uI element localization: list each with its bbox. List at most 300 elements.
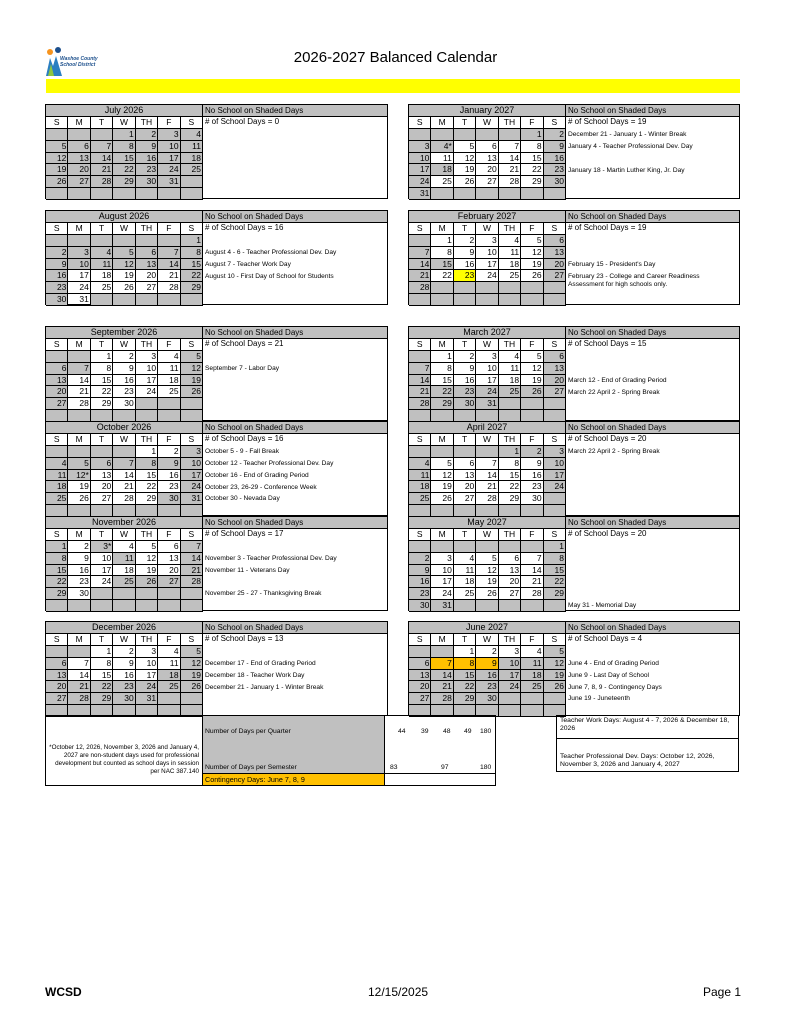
day-cell: 11: [409, 470, 431, 482]
day-cell: 3*: [91, 541, 113, 553]
day-cell: 6: [499, 553, 521, 565]
note-line: # of School Days = 19: [568, 222, 647, 232]
empty-cell: [499, 600, 521, 612]
day-cell: 1: [544, 541, 566, 553]
day-cell: 30: [544, 176, 566, 188]
empty-cell: [136, 398, 158, 410]
day-cell: 22: [181, 270, 203, 282]
day-cell: 27: [68, 176, 90, 188]
day-cell: 23: [113, 386, 135, 398]
empty-cell: [499, 541, 521, 553]
day-cell: 20: [136, 270, 158, 282]
day-cell: 17: [181, 470, 203, 482]
note-line: # of School Days = 21: [205, 338, 284, 348]
month-grid: [46, 105, 203, 200]
day-cell: 17: [544, 470, 566, 482]
notes-header: No School on Shaded Days: [566, 211, 739, 223]
day-cell: 19: [521, 375, 543, 387]
day-cell: 31: [68, 294, 90, 306]
day-cell: 12: [181, 658, 203, 670]
day-cell: 12: [431, 470, 453, 482]
weekday-header: S: [409, 339, 431, 351]
weekday-header: W: [476, 434, 498, 446]
weekday-header: W: [476, 529, 498, 541]
day-cell: 19: [431, 481, 453, 493]
day-cell: 22: [499, 481, 521, 493]
month-name: July 2026: [46, 105, 203, 117]
day-cell: 22: [91, 386, 113, 398]
note-line: January 18 - Martin Luther King, Jr. Day: [568, 166, 685, 174]
day-cell: 15: [136, 470, 158, 482]
empty-cell: [113, 446, 135, 458]
day-cell: 11: [499, 363, 521, 375]
weekday-header: S: [409, 117, 431, 129]
empty-cell: [91, 600, 113, 612]
weekday-header: M: [68, 339, 90, 351]
weekday-header: F: [158, 117, 180, 129]
day-cell: 16: [113, 375, 135, 387]
day-cell: 24: [136, 386, 158, 398]
day-cell: 28: [91, 176, 113, 188]
day-cell: 18: [499, 375, 521, 387]
day-cell: 17: [476, 259, 498, 271]
note-line: November 11 - Veterans Day: [205, 566, 290, 574]
weekday-header: TH: [136, 117, 158, 129]
day-cell: 27: [544, 270, 566, 282]
note-line: September 7 - Labor Day: [205, 364, 280, 372]
day-cell: 1: [46, 541, 68, 553]
note-line: October 5 - 9 - Fall Break: [205, 447, 280, 455]
day-cell: 8: [431, 247, 453, 259]
day-cell: 31: [181, 493, 203, 505]
day-cell: 31: [136, 693, 158, 705]
empty-cell: [476, 446, 498, 458]
day-cell: 10: [181, 458, 203, 470]
day-cell: 29: [454, 693, 476, 705]
day-cell: 16: [454, 375, 476, 387]
day-cell: 8: [46, 553, 68, 565]
weekday-header: T: [454, 117, 476, 129]
day-cell: 29: [431, 398, 453, 410]
day-cell: 9: [476, 658, 498, 670]
day-cell: 28: [409, 398, 431, 410]
day-cell: 5: [544, 646, 566, 658]
day-cell: 15: [521, 153, 543, 165]
day-cell: 17: [91, 565, 113, 577]
day-cell: 20: [158, 565, 180, 577]
day-cell: 28: [499, 176, 521, 188]
empty-cell: [521, 294, 543, 306]
contingency-label: Contingency Days: June 7, 8, 9: [203, 774, 385, 785]
day-cell: 3: [499, 646, 521, 658]
day-cell: 28: [68, 398, 90, 410]
day-cell: 30: [136, 176, 158, 188]
note-line: March 22 April 2 - Spring Break: [568, 447, 660, 455]
day-cell: 15: [544, 565, 566, 577]
note-line: May 31 - Memorial Day: [568, 602, 637, 610]
day-cell: 26: [521, 386, 543, 398]
weekday-header: S: [46, 117, 68, 129]
quarter-value: 44: [398, 728, 406, 735]
weekday-header: S: [544, 339, 566, 351]
day-cell: 11: [91, 259, 113, 271]
day-cell: 13: [544, 247, 566, 259]
day-cell: 21: [91, 164, 113, 176]
weekday-header: TH: [499, 223, 521, 235]
day-cell: 15: [431, 259, 453, 271]
day-cell: 24: [409, 176, 431, 188]
day-cell: 25: [454, 588, 476, 600]
empty-cell: [521, 705, 543, 717]
weekday-header: S: [46, 529, 68, 541]
day-cell: 19: [181, 375, 203, 387]
day-cell: 13: [158, 553, 180, 565]
month-notes: [203, 211, 387, 304]
day-cell: 28: [409, 282, 431, 294]
footer-date: 12/15/2025: [368, 985, 429, 999]
day-cell: 25: [113, 576, 135, 588]
note-line: # of School Days = 17: [205, 528, 284, 538]
empty-cell: [68, 235, 90, 247]
month-grid: [409, 517, 566, 612]
day-cell: 12: [113, 259, 135, 271]
empty-cell: [544, 693, 566, 705]
day-cell: 18: [409, 481, 431, 493]
day-cell: 22: [431, 386, 453, 398]
day-cell: 19: [544, 670, 566, 682]
day-cell: 2: [476, 646, 498, 658]
day-cell: 18: [499, 259, 521, 271]
empty-cell: [431, 446, 453, 458]
day-cell: 8: [431, 363, 453, 375]
empty-cell: [136, 235, 158, 247]
day-cell: 25: [499, 386, 521, 398]
empty-cell: [136, 588, 158, 600]
day-cell: 2: [454, 351, 476, 363]
footer-org: WCSD: [45, 985, 82, 999]
month-notes: [566, 422, 739, 515]
weekday-header: W: [476, 223, 498, 235]
day-cell: 20: [46, 681, 68, 693]
day-cell: 25: [499, 270, 521, 282]
day-cell: 6: [158, 541, 180, 553]
day-cell: 6: [91, 458, 113, 470]
weekday-header: F: [158, 339, 180, 351]
weekday-header: W: [113, 117, 135, 129]
weekday-header: W: [476, 634, 498, 646]
day-cell: 26: [454, 176, 476, 188]
day-cell: 12: [136, 553, 158, 565]
empty-cell: [521, 600, 543, 612]
month-name: September 2026: [46, 327, 203, 339]
day-cell: 14: [68, 375, 90, 387]
day-cell: 3: [431, 553, 453, 565]
day-cell: 6: [544, 235, 566, 247]
day-cell: 31: [158, 176, 180, 188]
day-cell: 24: [158, 164, 180, 176]
weekday-header: S: [544, 529, 566, 541]
day-cell: 16: [113, 670, 135, 682]
month-block: [45, 104, 388, 199]
day-cell: 14: [181, 553, 203, 565]
month-notes: [566, 622, 739, 715]
note-line: Assessment for high schools only.: [568, 281, 668, 289]
day-cell: 24: [181, 481, 203, 493]
empty-cell: [91, 129, 113, 141]
month-block: [45, 210, 388, 305]
day-cell: 19: [68, 481, 90, 493]
empty-cell: [499, 294, 521, 306]
weekday-header: M: [68, 529, 90, 541]
notes-header: No School on Shaded Days: [566, 622, 739, 634]
day-cell: 16: [454, 259, 476, 271]
empty-cell: [499, 282, 521, 294]
weekday-header: W: [113, 529, 135, 541]
weekday-header: S: [46, 339, 68, 351]
day-cell: 17: [136, 375, 158, 387]
empty-cell: [181, 600, 203, 612]
empty-cell: [454, 600, 476, 612]
weekday-header: M: [68, 117, 90, 129]
day-cell: 12: [544, 658, 566, 670]
day-cell: 30: [113, 398, 135, 410]
empty-cell: [91, 235, 113, 247]
day-cell: 19: [113, 270, 135, 282]
weekday-header: F: [158, 434, 180, 446]
day-cell: 7: [181, 541, 203, 553]
note-line: March 12 - End of Grading Period: [568, 376, 667, 384]
day-cell: 9: [68, 553, 90, 565]
empty-cell: [409, 541, 431, 553]
day-cell: 29: [113, 176, 135, 188]
day-cell: 26: [181, 386, 203, 398]
weekday-header: S: [409, 634, 431, 646]
weekday-header: F: [521, 529, 543, 541]
empty-cell: [409, 351, 431, 363]
weekday-header: F: [158, 634, 180, 646]
weekday-header: W: [476, 339, 498, 351]
day-cell: 12: [521, 363, 543, 375]
month-grid: [409, 422, 566, 517]
day-cell: 7: [68, 658, 90, 670]
note-line: August 10 - First Day of School for Students: [205, 272, 334, 280]
weekday-header: S: [181, 434, 203, 446]
empty-cell: [46, 235, 68, 247]
weekday-header: S: [181, 223, 203, 235]
day-cell: 11: [521, 658, 543, 670]
day-cell: 25: [431, 176, 453, 188]
day-cell: 7: [476, 458, 498, 470]
day-cell: 9: [136, 141, 158, 153]
day-cell: 14: [409, 375, 431, 387]
summary-values: [385, 716, 496, 774]
weekday-header: M: [431, 529, 453, 541]
day-cell: 18: [158, 670, 180, 682]
day-cell: 10: [431, 565, 453, 577]
empty-cell: [158, 588, 180, 600]
day-cell: 22: [544, 576, 566, 588]
day-cell: 9: [544, 141, 566, 153]
day-cell: 28: [113, 493, 135, 505]
day-cell: 18: [158, 375, 180, 387]
month-name: June 2027: [409, 622, 566, 634]
day-cell: 8: [454, 658, 476, 670]
day-cell: 26: [544, 681, 566, 693]
day-cell: 23: [113, 681, 135, 693]
note-line: June 4 - End of Grading Period: [568, 659, 659, 667]
empty-cell: [409, 446, 431, 458]
day-cell: 3: [136, 351, 158, 363]
day-cell: 15: [113, 153, 135, 165]
teacher-prof-dev-days: Teacher Professional Dev. Days: October 12, 2026, November 3, 2026 and January 4, 2027: [560, 753, 715, 768]
weekday-header: M: [68, 434, 90, 446]
notes-header: No School on Shaded Days: [566, 105, 739, 117]
day-cell: 14: [476, 470, 498, 482]
day-cell: 25: [158, 386, 180, 398]
day-cell: 13: [46, 375, 68, 387]
empty-cell: [431, 282, 453, 294]
day-cell: 10: [68, 259, 90, 271]
empty-cell: [499, 398, 521, 410]
month-notes: [203, 622, 387, 715]
day-cell: 28: [476, 493, 498, 505]
day-cell: 23: [476, 681, 498, 693]
day-cell: 27: [46, 693, 68, 705]
day-cell: 27: [544, 386, 566, 398]
weekday-header: S: [409, 223, 431, 235]
day-cell: 3: [181, 446, 203, 458]
day-cell: 18: [46, 481, 68, 493]
empty-cell: [181, 188, 203, 200]
day-cell: 27: [91, 493, 113, 505]
day-cell: 23: [46, 282, 68, 294]
note-line: # of School Days = 20: [568, 433, 647, 443]
empty-cell: [476, 541, 498, 553]
day-cell: 18: [431, 164, 453, 176]
day-cell: 20: [454, 481, 476, 493]
weekday-header: S: [544, 434, 566, 446]
day-cell: 22: [91, 681, 113, 693]
note-line: October 30 - Nevada Day: [205, 495, 280, 503]
day-cell: 28: [431, 693, 453, 705]
weekday-header: TH: [499, 339, 521, 351]
day-cell: 16: [68, 565, 90, 577]
day-cell: 17: [499, 670, 521, 682]
day-cell: 16: [521, 470, 543, 482]
day-cell: 2: [454, 235, 476, 247]
month-block: [45, 621, 388, 716]
weekday-header: T: [91, 434, 113, 446]
empty-cell: [521, 188, 543, 200]
day-cell: 20: [68, 164, 90, 176]
month-block: [408, 421, 740, 516]
day-cell: 29: [521, 176, 543, 188]
day-cell: 6: [136, 247, 158, 259]
semester-total: 180: [480, 764, 492, 771]
day-cell: 23: [544, 164, 566, 176]
day-cell: 27: [476, 176, 498, 188]
empty-cell: [476, 282, 498, 294]
day-cell: 2: [158, 446, 180, 458]
summary-labels: [203, 716, 385, 774]
quarter-label: Number of Days per Quarter: [205, 728, 291, 735]
empty-cell: [499, 188, 521, 200]
month-notes: [566, 327, 739, 420]
empty-cell: [46, 351, 68, 363]
day-cell: 15: [431, 375, 453, 387]
day-cell: 5: [136, 541, 158, 553]
logo-text-2: School District: [60, 62, 96, 68]
day-cell: 31: [431, 600, 453, 612]
weekday-header: T: [454, 634, 476, 646]
day-cell: 1: [499, 446, 521, 458]
day-cell: 4: [158, 351, 180, 363]
note-line: June 19 - Juneteenth: [568, 695, 630, 703]
day-cell: 8: [91, 363, 113, 375]
empty-cell: [113, 600, 135, 612]
empty-cell: [431, 646, 453, 658]
empty-cell: [476, 600, 498, 612]
day-cell: 9: [46, 259, 68, 271]
empty-cell: [521, 282, 543, 294]
day-cell: 16: [544, 153, 566, 165]
weekday-header: F: [521, 434, 543, 446]
note-line: June 7, 8, 9 - Contingency Days: [568, 683, 662, 691]
month-notes: [566, 211, 739, 304]
day-cell: 29: [46, 588, 68, 600]
day-cell: 4: [521, 646, 543, 658]
month-grid: [46, 622, 203, 717]
weekday-header: S: [181, 117, 203, 129]
day-cell: 2: [521, 446, 543, 458]
empty-cell: [454, 188, 476, 200]
day-cell: 30: [521, 493, 543, 505]
day-cell: 2: [113, 646, 135, 658]
month-block: [408, 516, 740, 611]
day-cell: 15: [46, 565, 68, 577]
day-cell: 17: [68, 270, 90, 282]
day-cell: 6: [68, 141, 90, 153]
day-cell: 10: [476, 363, 498, 375]
empty-cell: [544, 493, 566, 505]
day-cell: 10: [499, 658, 521, 670]
empty-cell: [431, 129, 453, 141]
day-cell: 4: [181, 129, 203, 141]
day-cell: 25: [181, 164, 203, 176]
notes-header: No School on Shaded Days: [566, 422, 739, 434]
day-cell: 7: [158, 247, 180, 259]
day-cell: 27: [136, 282, 158, 294]
note-line: # of School Days = 16: [205, 222, 284, 232]
empty-cell: [136, 188, 158, 200]
note-line: August 4 - 6 - Teacher Professional Dev. Day: [205, 248, 337, 256]
month-block: [408, 210, 740, 305]
day-cell: 3: [68, 247, 90, 259]
day-cell: 18: [113, 565, 135, 577]
day-cell: 26: [46, 176, 68, 188]
weekday-header: M: [431, 223, 453, 235]
day-cell: 12: [181, 363, 203, 375]
note-line: # of School Days = 13: [205, 633, 284, 643]
month-notes: [203, 517, 387, 610]
weekday-header: TH: [499, 634, 521, 646]
day-cell: 5: [476, 553, 498, 565]
weekday-header: T: [91, 339, 113, 351]
day-cell: 21: [68, 681, 90, 693]
empty-cell: [521, 541, 543, 553]
day-cell: 3: [544, 446, 566, 458]
day-cell: 4: [46, 458, 68, 470]
